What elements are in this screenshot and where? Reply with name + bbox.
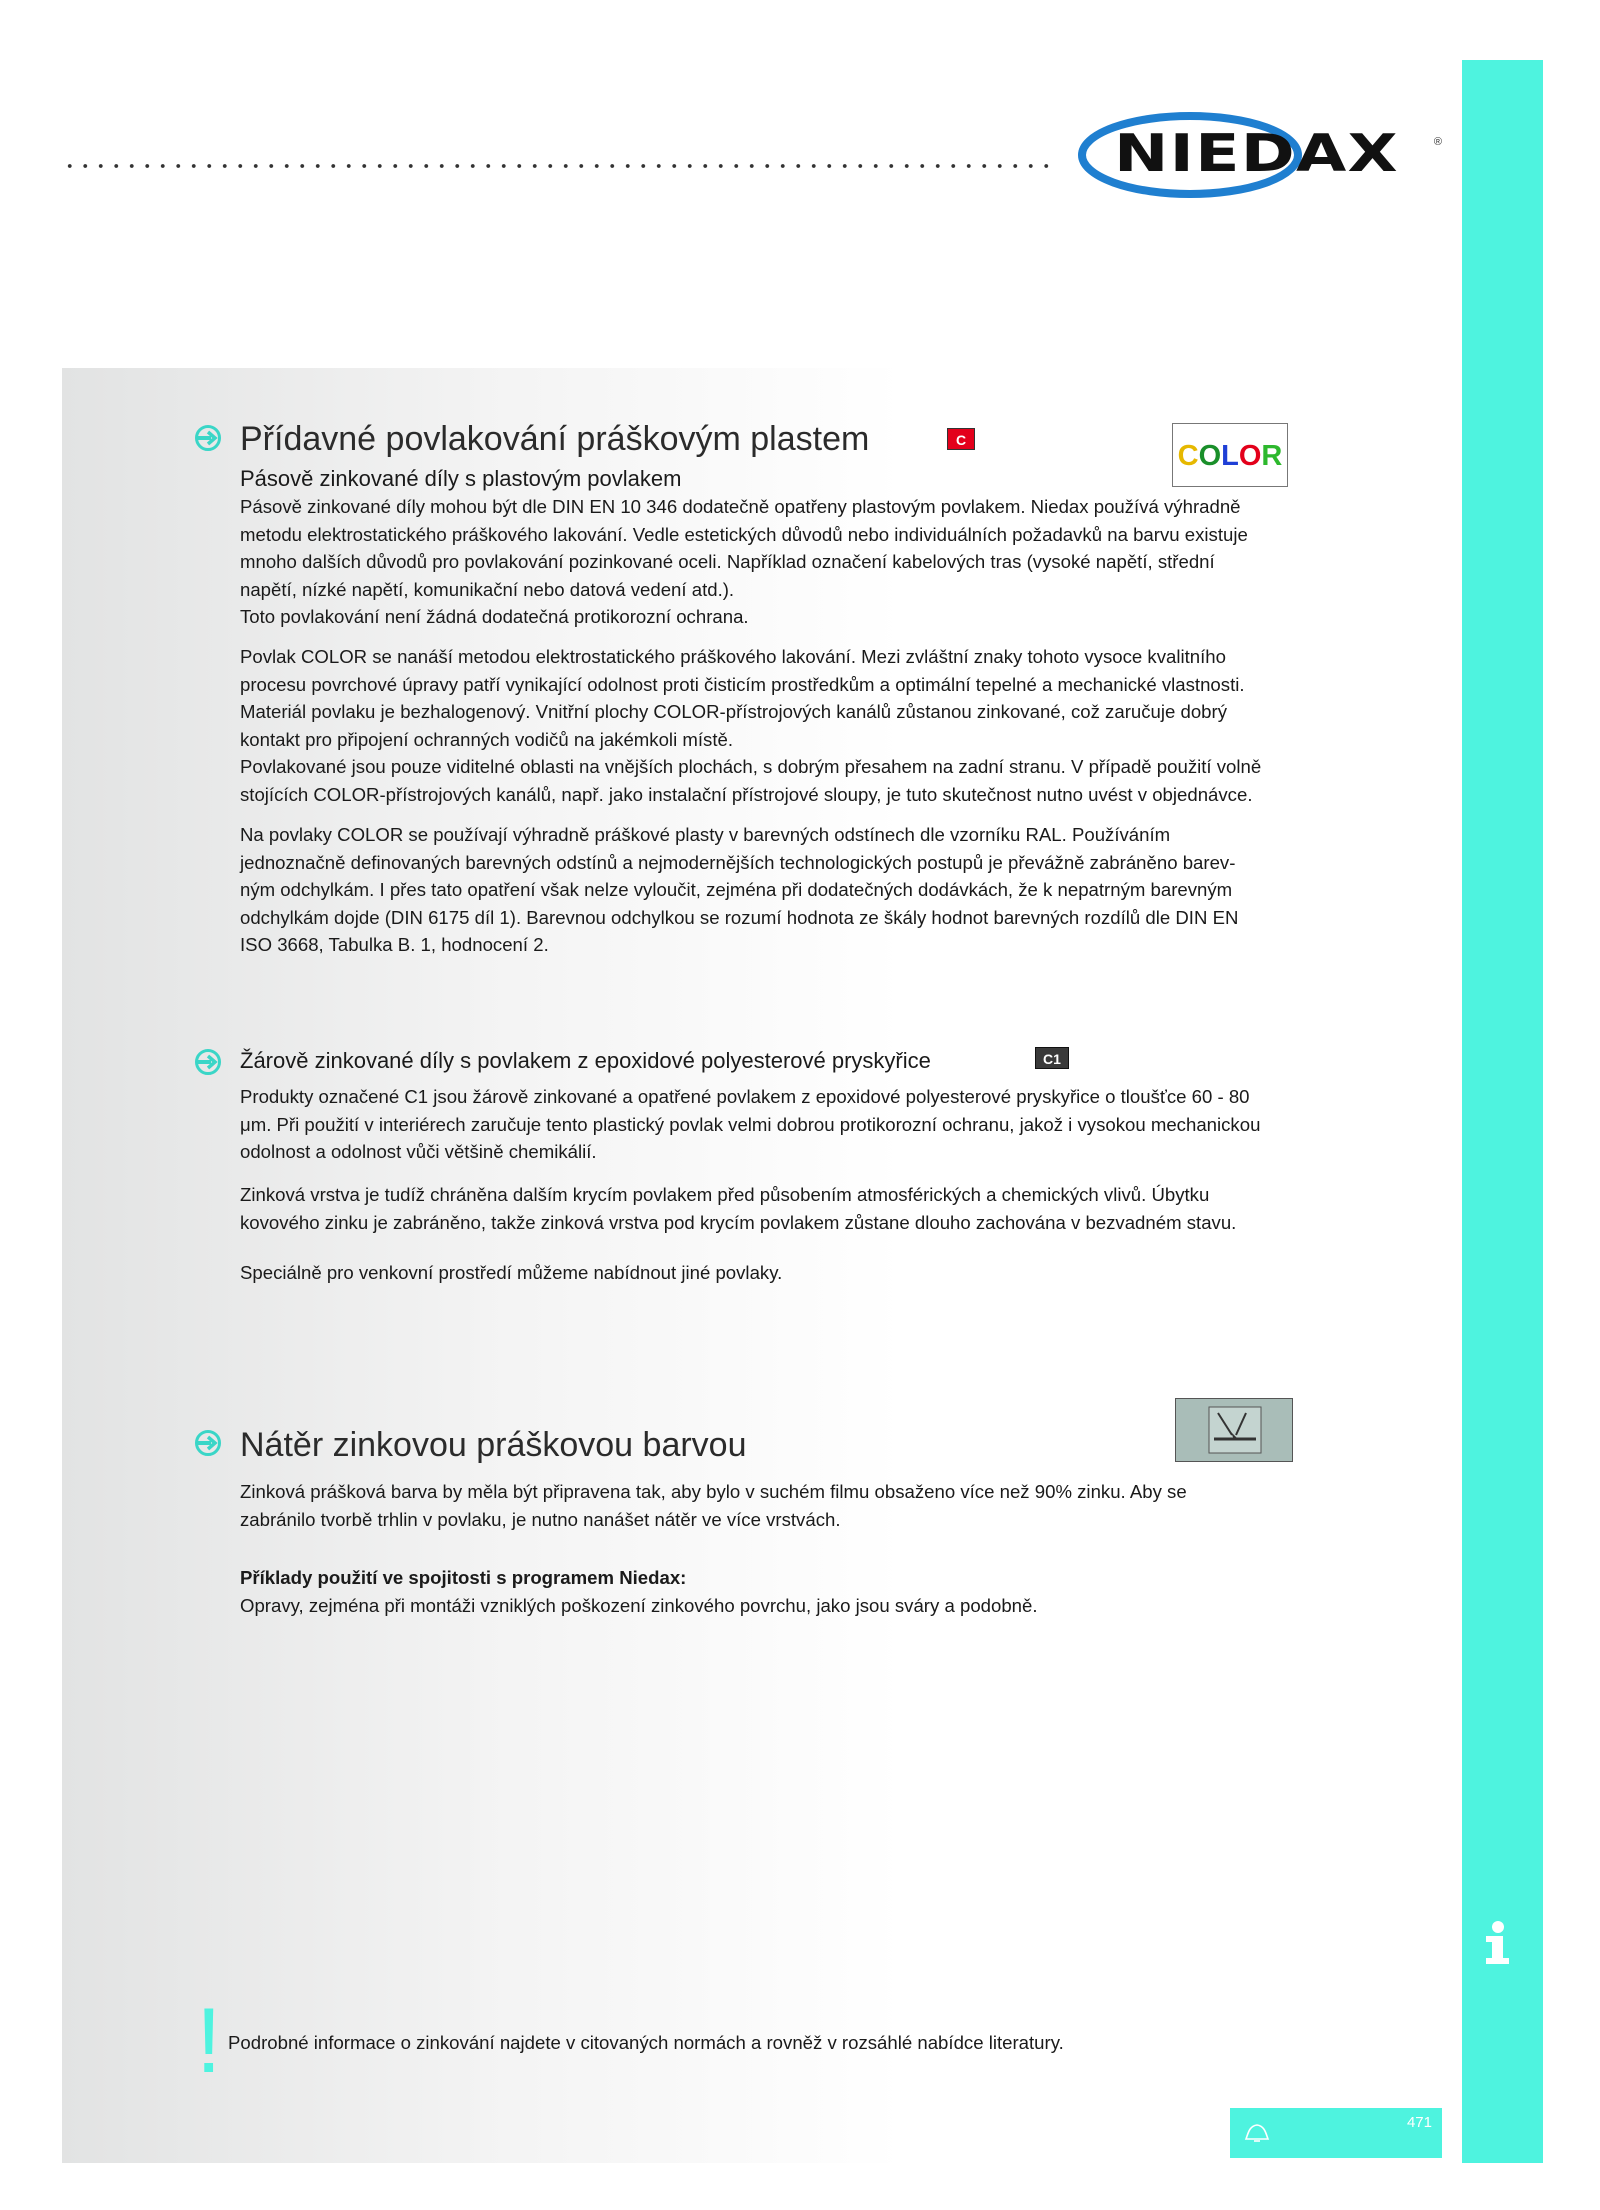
text-line: odchylkám dojde (DIN 6175 díl 1). Barevnou odchylkou se rozumí hodnota ze škály hodnot barevných rozdílů dle DIN EN [240,906,1239,928]
text-line: odolnost a odolnost vůči většině chemikálií. [240,1141,597,1162]
text-line: Na povlaky COLOR se používají výhradně práškové plasty v barevných odstínech dle vzorníku RAL. Používáním [240,824,1171,845]
section1-paragraph-1 [240,493,1300,631]
text-line: Povlakované jsou pouze viditelné oblasti na vnějších plochách, s dobrým přesahem na zadní stranu. V případě použití volně [240,756,1262,777]
section2-paragraph-2 [240,1181,1300,1236]
text-line: jednoznačně definovaných barevných odstínů a nejmodernějších technologických postupů je převážně zabráněno barev- [240,851,1236,873]
arrow-bullet-icon [194,1048,222,1076]
color-letter: O [1198,440,1222,472]
section1-title: Přídavné povlakování práškovým plastem [240,420,870,458]
bell-icon [1242,2120,1272,2144]
niedax-logo [1078,110,1440,200]
footnote-text: Podrobné informace o zinkování najdete v citovaných normách a rovněž v rozsáhlé nabídce literatury. [228,2032,1064,2053]
logo-text: NIEDAX [1114,124,1399,184]
accent-sidebar [1462,60,1543,2163]
paint-brush-symbol [1175,1398,1293,1462]
text-line: Zinková vrstva je tudíž chráněna dalším krycím povlakem před působením atmosférických a chemických vlivů. Úbytku [240,1184,1210,1205]
text-line: metodu elektrostatického práškového lakování. Vedle estetických důvodů nebo individuálních požadavků na barvu existuje [240,523,1248,545]
exclamation-mark: ! [196,1990,222,2092]
section1-paragraph-3 [240,821,1300,959]
text-line: Povlak COLOR se nanáší metodou elektrostatického práškového lakování. Mezi zvláštní znaky tohoto vysoce kvalitního [240,646,1226,667]
color-logo-box [1172,423,1288,487]
text-line: ným odchylkám. I přes tato opatření však nelze vyloučit, zejména při dodatečných dodávkách, že k nepatrným barevným [240,879,1233,900]
examples-title: Příklady použití ve spojitosti s programem Niedax: [240,1567,687,1588]
paint-brush-icon [1176,1399,1294,1463]
info-icon [1478,1920,1518,1966]
text-line: stojících COLOR-přístrojových kanálů, např. jako instalační přístrojové sloupy, je tuto skutečnost nutno uvést v objednávce. [240,783,1253,805]
text-line: Pásově zinkované díly mohou být dle DIN EN 10 346 dodatečně opatřeny plastovým povlakem. Niedax používá výhradně [240,496,1241,517]
text-line: Toto povlakování není žádná dodatečná protikorozní ochrana. [240,606,749,627]
text-line: kontakt pro připojení ochranných vodičů na jakémkoli místě. [240,728,733,750]
section2-paragraph-1 [240,1083,1300,1166]
text-line: zabránilo tvorbě trhlin v povlaku, je nutno nanášet nátěr ve více vrstvách. [240,1508,841,1530]
page-number: 471 [1406,2114,1432,2131]
text-line: μm. Při použití v interiérech zaručuje tento plastický povlak velmi dobrou protikorozní ochranu, jakož i vysokou mechanickou [240,1113,1261,1135]
section2-paragraph-3 [240,1259,1300,1287]
text-line: Produkty označené C1 jsou žárově zinkované a opatřené povlakem z epoxidové polyesterové pryskyřice o tloušťce 60 - 80 [240,1086,1250,1107]
section3-examples [240,1564,1300,1619]
section3-title: Nátěr zinkovou práškovou barvou [240,1426,747,1464]
page-footer-box [1230,2108,1442,2158]
color-letter: C [1177,440,1199,472]
text-line: Zinková prášková barva by měla být připravena tak, aby bylo v suchém filmu obsaženo více než 90% zinku. Aby se [240,1481,1187,1502]
text-line: procesu povrchové úpravy patří vynikající odolnost proti čisticím prostředkům a optimální tepelné a mechanické vlastnosti. [240,673,1245,695]
arrow-bullet-icon [194,424,222,452]
color-letter: L [1221,440,1239,472]
text-line: mnoho dalších důvodů pro povlakování pozinkované oceli. Například označení kabelových tras (vysoké napětí, střední [240,551,1215,572]
coating-badge-c1: C1 [1035,1047,1069,1069]
logo-registered-mark: ® [1433,136,1442,148]
examples-text: Opravy, zejména při montáži vzniklých poškození zinkového povrchu, jako jsou sváry a podobně. [240,1594,1038,1616]
text-line: Speciálně pro venkovní prostředí můžeme nabídnout jiné povlaky. [240,1262,783,1283]
text-line: ISO 3668, Tabulka B. 1, hodnocení 2. [240,934,549,955]
section2-title: Žárově zinkované díly s povlakem z epoxidové polyesterové pryskyřice [240,1048,931,1073]
arrow-bullet-icon [194,1429,222,1457]
color-letter: O [1238,440,1262,472]
section1-subtitle: Pásově zinkované díly s plastovým povlakem [240,466,682,491]
section3-paragraph-1 [240,1478,1300,1533]
text-line: napětí, nízké napětí, komunikační nebo datová vedení atd.). [240,578,735,600]
color-letter: R [1261,440,1283,472]
text-line: Materiál povlaku je bezhalogenový. Vnitřní plochy COLOR-přístrojových kanálů zůstanou zinkované, což zaručuje dobrý [240,701,1228,722]
text-line: kovového zinku je zabráněno, takže zinková vrstva pod krycím povlakem zůstane dlouho zachována v bezvadném stavu. [240,1211,1237,1233]
section1-paragraph-2 [240,643,1300,808]
dotted-rule [62,160,1057,172]
coating-badge-c: C [947,428,975,450]
